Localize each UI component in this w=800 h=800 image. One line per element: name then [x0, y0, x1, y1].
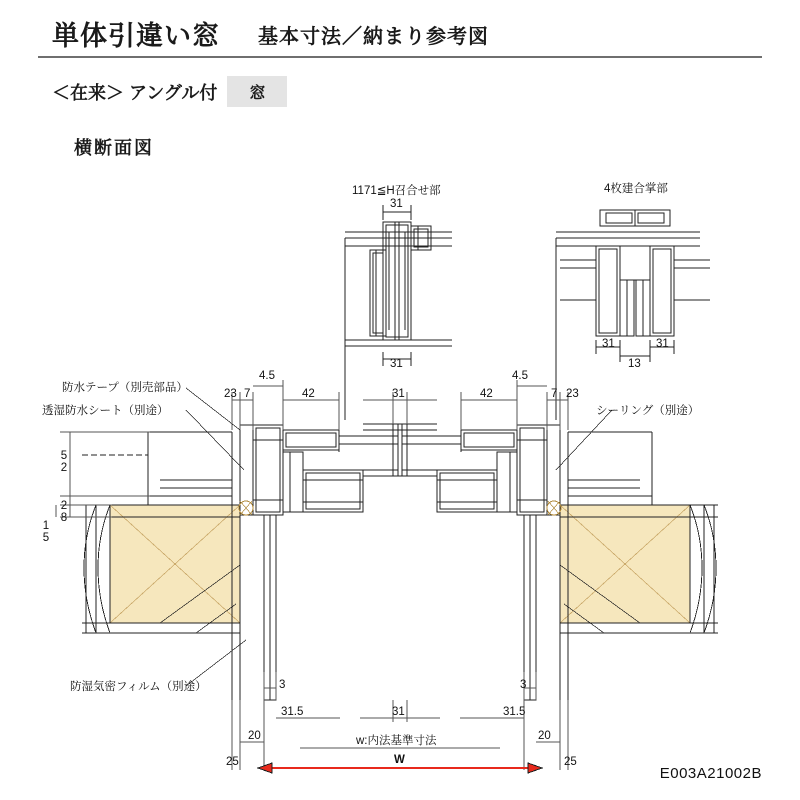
- detail-2-dim-1: 31: [602, 338, 615, 350]
- spec-tag-badge: 窓: [227, 76, 287, 107]
- width-arrow-right: [528, 763, 542, 773]
- drawing-code: E003A21002B: [659, 765, 762, 782]
- wall-fill: [110, 505, 690, 623]
- dim-left-28: 28: [58, 500, 70, 524]
- detail-1-caption: 1171≦H召合せ部: [352, 185, 441, 197]
- dim-bottom-left-25: 25: [226, 756, 239, 768]
- dim-top-right-42: 42: [480, 388, 493, 400]
- dim-top-left-45: 4.5: [259, 370, 275, 382]
- center-meeting-stile: [363, 424, 437, 476]
- detail-2-dim-2: 31: [656, 338, 669, 350]
- dim-left-52: 52: [58, 450, 70, 474]
- width-arrow-left: [258, 763, 272, 773]
- callout-moisture-sheet: 透湿防水シート（別途）: [42, 405, 169, 417]
- dim-bottom-left-3: 3: [279, 679, 286, 691]
- callout-sealing: シーリング（別途）: [596, 405, 700, 417]
- width-note-label: w:内法基準寸法: [356, 735, 437, 747]
- dim-bottom-right-25: 25: [564, 756, 577, 768]
- frame-right: [402, 425, 560, 515]
- dim-top-center-31: 31: [392, 388, 405, 400]
- detail-1-dim-bottom: 31: [390, 358, 403, 370]
- sill-strips: [240, 512, 560, 700]
- detail-view-four-panel: [556, 210, 710, 420]
- detail-2-dim-3: 13: [628, 358, 641, 370]
- dim-bottom-right-20: 20: [538, 730, 551, 742]
- dim-top-left-42: 42: [302, 388, 315, 400]
- dim-top-right-7: 7: [551, 388, 558, 400]
- dim-top-right-23: 23: [566, 388, 579, 400]
- width-symbol-label: W: [394, 754, 405, 766]
- dim-bottom-left-315: 31.5: [281, 706, 304, 718]
- section-title: 横断面図: [74, 138, 154, 158]
- spec-prefix-label: ＜在来＞ アングル付: [52, 82, 218, 103]
- callout-vapor-film: 防湿気密フィルム（別途）: [70, 681, 207, 693]
- dim-bottom-right-315: 31.5: [503, 706, 526, 718]
- dim-top-left-7: 7: [244, 388, 251, 400]
- dim-top-left-23: 23: [224, 388, 237, 400]
- sealant-marks: [239, 501, 561, 515]
- page-subtitle: 基本寸法／納まり参考図: [258, 26, 489, 48]
- dim-top-right-45: 4.5: [512, 370, 528, 382]
- callout-leaders: [186, 388, 612, 686]
- dim-bottom-center-31: 31: [392, 706, 405, 718]
- dim-left-15: 15: [40, 520, 52, 544]
- dim-bottom-left-20: 20: [248, 730, 261, 742]
- callout-waterproof-tape: 防水テープ（別売部品）: [62, 382, 188, 394]
- page-title: 単体引違い窓: [52, 21, 220, 51]
- detail-1-dim-top: 31: [390, 198, 403, 210]
- detail-2-caption: 4枚建合掌部: [604, 183, 668, 195]
- frame-left: [240, 425, 398, 515]
- dim-bottom-right-3: 3: [520, 679, 527, 691]
